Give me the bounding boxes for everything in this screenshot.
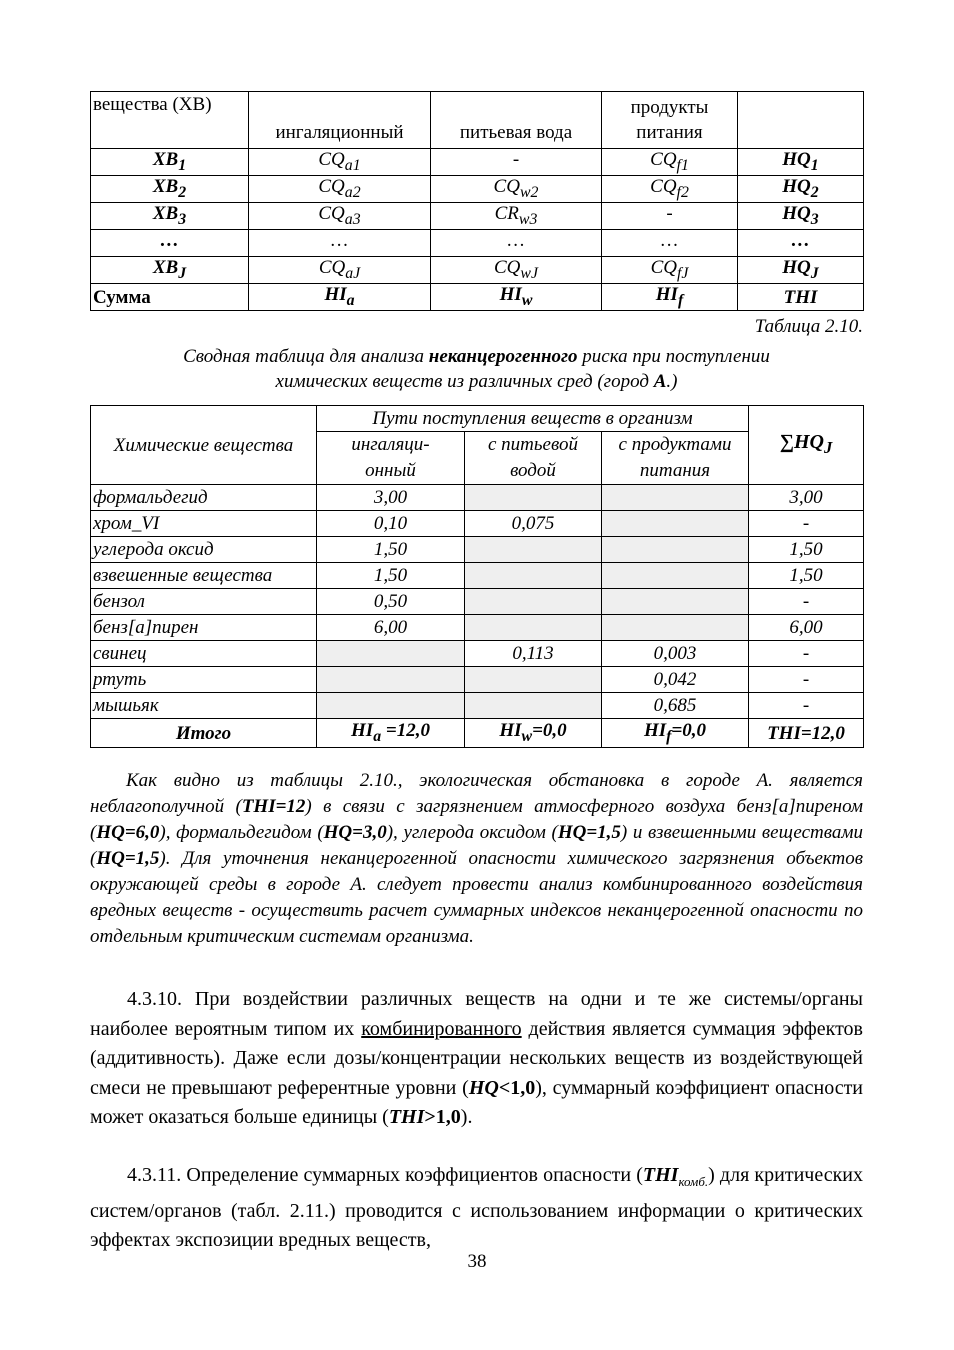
- t2-cell-water: [465, 563, 602, 589]
- p2-t4: ).: [460, 1106, 473, 1129]
- sum-w-sub: w: [521, 291, 533, 309]
- t2-cell-sum-hq: 3,00: [749, 485, 864, 511]
- t1-cell-water: [431, 203, 602, 230]
- t1-cell-substance-sub: J: [178, 264, 187, 282]
- t1-cell-inhalation: [249, 149, 431, 176]
- sum-a-sub: a: [346, 291, 355, 309]
- t2-water-l1: с питьевой: [488, 434, 578, 455]
- table-2-row: [91, 511, 864, 537]
- t1-cell-water-sub: w2: [519, 183, 539, 201]
- t2-water-l2: водой: [510, 460, 556, 481]
- t2-cell-substance: углерода оксид: [91, 537, 317, 563]
- t1-cell-substance: [91, 203, 249, 230]
- table-2-row: [91, 693, 864, 719]
- t1-cell-food-sub: fJ: [676, 264, 689, 282]
- t2-cell-inhalation: [317, 693, 465, 719]
- t2-cell-sum-hq: 1,50: [749, 537, 864, 563]
- t2-cell-food: [602, 615, 749, 641]
- t2-total-f: [602, 719, 749, 748]
- p1-b3: HQ=3,0: [323, 822, 387, 843]
- caption-l1-post: риска при поступлении: [577, 346, 770, 367]
- sum-f-sub: f: [677, 291, 684, 309]
- t1-cell-inhalation-text: CQ: [318, 202, 345, 224]
- t1-cell-substance-text: ХВ: [152, 256, 179, 278]
- t1-cell-hq-sub: J: [810, 264, 819, 282]
- sum-a: [249, 284, 431, 311]
- p2-hq-val: <1,0: [498, 1076, 536, 1099]
- paragraph-4-3-10: [90, 985, 863, 1133]
- t1-cell-food-sub: f2: [676, 183, 689, 201]
- t1-cell-substance-text: ХВ: [152, 175, 179, 197]
- t2-header-sum: [749, 406, 864, 485]
- t1-cell-water-text: CR: [494, 202, 519, 224]
- t1-cell-hq: [738, 230, 864, 257]
- t1-cell-hq: [738, 176, 864, 203]
- t2-cell-inhalation: 1,50: [317, 537, 465, 563]
- t2-header-routes: Пути поступления веществ в организм: [317, 406, 749, 432]
- table-number: Таблица 2.10.: [754, 316, 863, 337]
- t1-cell-inhalation-sub: a1: [344, 156, 361, 174]
- t1-cell-substance-text: …: [160, 229, 179, 251]
- header-inhalation: ингаляционный: [249, 92, 431, 149]
- table-2-row: [91, 485, 864, 511]
- t2-total-w-pre: HI: [499, 719, 522, 741]
- t2-total-f-post: =0,0: [671, 719, 707, 741]
- p3-thi: THI: [642, 1164, 679, 1186]
- t1-cell-food: [602, 149, 738, 176]
- t2-cell-substance: бенз[а]пирен: [91, 615, 317, 641]
- p1-b1: THI=12: [241, 796, 306, 817]
- p3-t2: ) для критических систем/органов (табл. 2.11.) проводится с использованием информации о критических эффектах экспозиции вредных веществ,: [90, 1164, 863, 1252]
- p1-t4: ), углерода оксидом (: [386, 822, 558, 843]
- t2-cell-food: 0,685: [602, 693, 749, 719]
- t1-cell-inhalation-text: CQ: [318, 148, 345, 170]
- page-number: 38: [467, 1251, 487, 1272]
- t2-cell-substance: бензол: [91, 589, 317, 615]
- t1-cell-hq: [738, 149, 864, 176]
- t2-cell-substance: взвешенные вещества: [91, 563, 317, 589]
- t1-cell-water: [431, 176, 602, 203]
- paragraph-analysis: [90, 768, 863, 950]
- sum-w-text: HI: [499, 283, 522, 305]
- t1-cell-food-text: -: [666, 202, 673, 224]
- sum-f-text: HI: [655, 283, 678, 305]
- sum-label: Сумма: [91, 284, 249, 311]
- table-1-row: [91, 149, 864, 176]
- t1-cell-hq: [738, 257, 864, 284]
- t1-cell-water: [431, 257, 602, 284]
- p2-t3: ), суммарный коэффициент опасности может оказаться больше единицы (: [90, 1076, 864, 1129]
- t2-header-row-1: [91, 406, 864, 432]
- p1-b5: HQ=1,5: [96, 848, 160, 869]
- t2-cell-substance: формальдегид: [91, 485, 317, 511]
- t1-cell-hq-text: HQ: [782, 202, 811, 224]
- table-1-row: [91, 176, 864, 203]
- t2-food-l2: питания: [639, 460, 711, 481]
- p1-t2: ) в связи с загрязнением атмосферного воздуха бенз[а]пиреном (: [90, 796, 863, 843]
- p2-underline: комбинированного: [361, 1017, 522, 1040]
- t2-cell-inhalation: 1,50: [317, 563, 465, 589]
- t1-cell-inhalation-sub: aJ: [345, 264, 361, 282]
- t1-cell-food: [602, 176, 738, 203]
- p1-t5: ) и взвешенными веществами (: [90, 822, 863, 869]
- t1-cell-food-text: CQ: [650, 175, 677, 197]
- t1-cell-inhalation: [249, 257, 431, 284]
- caption-l2-pre: химических веществ из различных сред (город: [275, 371, 654, 392]
- table-2-10: [90, 405, 864, 748]
- t2-cell-inhalation: 3,00: [317, 485, 465, 511]
- t2-total-thi: THI=12,0: [749, 719, 864, 748]
- p1-b4: HQ=1,5: [557, 822, 621, 843]
- t1-cell-hq-text: HQ: [782, 148, 811, 170]
- p2-t1: 4.3.10. При воздействии различных веществ на одни и те же системы/органы наиболее вероятным типом их: [90, 988, 863, 1040]
- t1-cell-food: [602, 203, 738, 230]
- table-2-row: [91, 615, 864, 641]
- t2-cell-substance: ртуть: [91, 667, 317, 693]
- header-food-line2: питания: [636, 122, 703, 143]
- t2-cell-inhalation: 6,00: [317, 615, 465, 641]
- t2-cell-sum-hq: -: [749, 641, 864, 667]
- t2-cell-sum-hq: -: [749, 511, 864, 537]
- t2-cell-substance: свинец: [91, 641, 317, 667]
- caption-l2-post: .): [666, 371, 678, 392]
- p2-thi-val: >1,0: [424, 1106, 461, 1129]
- t2-cell-food: 0,003: [602, 641, 749, 667]
- t2-total-f-sub: f: [666, 727, 672, 745]
- t1-cell-substance: [91, 149, 249, 176]
- t2-cell-food: 0,042: [602, 667, 749, 693]
- t2-total-f-pre: HI: [643, 719, 667, 741]
- t2-header-food: [602, 432, 749, 485]
- t1-cell-food: [602, 257, 738, 284]
- t2-header-sum-text: ∑HQ: [779, 431, 824, 453]
- t2-header-substances: Химические вещества: [91, 406, 317, 485]
- t2-cell-water: [465, 589, 602, 615]
- header-water: питьевая вода: [431, 92, 602, 149]
- t2-cell-food: [602, 537, 749, 563]
- table-1: [90, 91, 864, 311]
- table-2-row: [91, 589, 864, 615]
- t2-cell-water: [465, 615, 602, 641]
- t1-cell-water-text: -: [512, 148, 520, 170]
- t2-cell-sum-hq: -: [749, 589, 864, 615]
- t1-cell-substance: [91, 257, 249, 284]
- header-substance-text: вещества (ХВ): [93, 94, 212, 115]
- t1-cell-water-sub: w3: [518, 210, 538, 228]
- table-2-row: [91, 667, 864, 693]
- t2-cell-food: [602, 511, 749, 537]
- t2-cell-water: 0,113: [465, 641, 602, 667]
- t2-total-a-pre: HI: [351, 719, 374, 741]
- t1-cell-substance-sub: 2: [178, 183, 187, 201]
- caption-l1-pre: Сводная таблица для анализа: [183, 346, 429, 367]
- t1-cell-hq-sub: 2: [810, 183, 819, 201]
- t1-cell-water-text: CQ: [494, 256, 521, 278]
- t1-cell-substance: [91, 176, 249, 203]
- t1-cell-substance-text: ХВ: [152, 148, 179, 170]
- t2-cell-food: [602, 589, 749, 615]
- t1-cell-inhalation-text: CQ: [318, 256, 346, 278]
- paragraph-4-3-11: [90, 1161, 863, 1256]
- t1-cell-hq-text: HQ: [782, 175, 811, 197]
- p3-thi-sub: комб.: [678, 1174, 709, 1189]
- t2-cell-inhalation: 0,50: [317, 589, 465, 615]
- t1-cell-food: [602, 230, 738, 257]
- caption-line-2: [90, 369, 863, 394]
- t2-inh-l2: онный: [365, 460, 416, 481]
- t1-cell-substance: [91, 230, 249, 257]
- t1-cell-substance-sub: 1: [178, 156, 187, 174]
- table-1-sum-row: [91, 284, 864, 311]
- t1-cell-inhalation-text: …: [331, 229, 348, 251]
- t1-cell-inhalation: [249, 203, 431, 230]
- caption-l1-bold: неканцерогенного: [428, 346, 578, 367]
- t2-cell-sum-hq: -: [749, 693, 864, 719]
- table-1-row: [91, 230, 864, 257]
- t2-cell-food: [602, 563, 749, 589]
- t1-cell-inhalation: [249, 176, 431, 203]
- table-2-row: [91, 641, 864, 667]
- p1-t1: Как видно из таблицы 2.10., экологическая обстановка в городе А. является неблагополучной (: [90, 770, 863, 817]
- t2-total-label: Итого: [91, 719, 317, 748]
- t2-cell-water: [465, 693, 602, 719]
- t2-cell-sum-hq: 1,50: [749, 563, 864, 589]
- p2-thi: THI: [388, 1106, 425, 1129]
- t1-cell-hq: [738, 203, 864, 230]
- t2-header-water: [465, 432, 602, 485]
- t2-cell-sum-hq: 6,00: [749, 615, 864, 641]
- t1-cell-water-text: CQ: [493, 175, 520, 197]
- t2-total-row: [91, 719, 864, 748]
- t1-cell-inhalation: [249, 230, 431, 257]
- t2-total-a: [317, 719, 465, 748]
- sum-total: THI: [738, 284, 864, 311]
- t2-cell-water: [465, 537, 602, 563]
- t1-cell-inhalation-sub: a2: [344, 183, 361, 201]
- t1-cell-inhalation-text: CQ: [318, 175, 345, 197]
- p1-b2: HQ=6,0: [96, 822, 160, 843]
- t1-cell-hq-sub: 3: [810, 210, 819, 228]
- p1-t6: ). Для уточнения неканцерогенной опасности химического загрязнения объектов окружающей среды в городе А. следует провести анализ комбинированного воздействия вредных веществ - осуществить расчет суммарных индексов неканцерогенной опасности по отдельным критическим системам организма.: [90, 848, 863, 947]
- t1-cell-hq-text: HQ: [782, 256, 811, 278]
- t2-inh-l1: ингаляци-: [351, 434, 430, 455]
- table-1-row: [91, 203, 864, 230]
- t1-cell-hq-text: …: [791, 229, 810, 251]
- table-1-row: [91, 257, 864, 284]
- t1-cell-food-text: CQ: [650, 148, 677, 170]
- header-substance: [91, 92, 249, 149]
- t2-cell-inhalation: 0,10: [317, 511, 465, 537]
- t2-cell-sum-hq: -: [749, 667, 864, 693]
- t2-total-a-post: =12,0: [381, 719, 430, 741]
- t2-cell-inhalation: [317, 641, 465, 667]
- t2-total-w-sub: w: [521, 727, 533, 745]
- caption-line-1: [90, 344, 863, 369]
- t2-cell-water: [465, 667, 602, 693]
- t1-cell-substance-text: ХВ: [152, 202, 179, 224]
- t2-food-l1: с продуктами: [618, 434, 732, 455]
- p2-hq: HQ: [468, 1076, 499, 1099]
- t2-total-a-sub: a: [373, 727, 382, 745]
- caption-l2-bold: А: [653, 371, 667, 392]
- t1-cell-water-text: …: [507, 229, 525, 251]
- t2-header-inhalation: [317, 432, 465, 485]
- t1-cell-food-text: CQ: [650, 256, 677, 278]
- t2-total-w-post: =0,0: [532, 719, 567, 741]
- table-2-row: [91, 563, 864, 589]
- table-2-row: [91, 537, 864, 563]
- header-food-line1: продукты: [630, 97, 709, 118]
- t1-cell-food-sub: f1: [676, 156, 689, 174]
- header-hq: [738, 92, 864, 149]
- sum-a-text: HI: [324, 283, 347, 305]
- t1-cell-hq-sub: 1: [810, 156, 819, 174]
- t2-cell-substance: мышьяк: [91, 693, 317, 719]
- t2-cell-water: 0,075: [465, 511, 602, 537]
- t2-total-w: [465, 719, 602, 748]
- sum-f: [602, 284, 738, 311]
- t2-cell-inhalation: [317, 667, 465, 693]
- p2-t2: действия является суммация эффектов (аддитивность). Даже если дозы/концентрации нескольких веществ из воздействующей смеси не превышают референтные уровни (: [90, 1017, 863, 1099]
- t1-cell-water-sub: wJ: [520, 264, 538, 282]
- t2-header-sum-sub: J: [823, 438, 833, 457]
- t2-cell-food: [602, 485, 749, 511]
- t1-cell-inhalation-sub: a3: [344, 210, 361, 228]
- t1-cell-water: [431, 149, 602, 176]
- t2-cell-water: [465, 485, 602, 511]
- table-1-header: [91, 92, 864, 149]
- t1-cell-substance-sub: 3: [178, 210, 187, 228]
- sum-w: [431, 284, 602, 311]
- p3-t1: 4.3.11. Определение суммарных коэффициентов опасности (: [127, 1164, 643, 1186]
- header-food: [602, 92, 738, 149]
- t1-cell-water: [431, 230, 602, 257]
- t2-cell-substance: хром_VI: [91, 511, 317, 537]
- p1-t3: ), формальдегидом (: [159, 822, 324, 843]
- table-caption: [90, 344, 863, 394]
- t1-cell-food-text: …: [661, 229, 678, 251]
